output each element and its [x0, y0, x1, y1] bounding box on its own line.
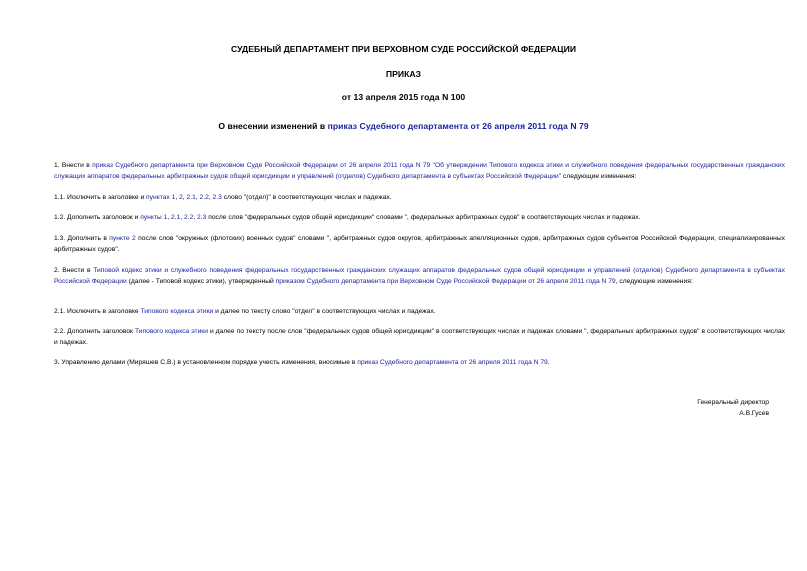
p2-text-3: , следующие изменения:	[615, 277, 693, 285]
p11-link-4[interactable]: 2.2	[199, 194, 209, 201]
header-date-number: от 13 апреля 2015 года N 100	[341, 92, 466, 102]
p11-link-2[interactable]: 2	[179, 194, 183, 201]
p12-sep-3: ,	[193, 214, 198, 221]
subject-link[interactable]: приказ Судебного департамента от 26 апреля 2011 года N 79	[327, 121, 589, 131]
p1-text-1: 1. Внести в	[54, 162, 93, 169]
header-organization: СУДЕБНЫЙ ДЕПАРТАМЕНТ ПРИ ВЕРХОВНОМ СУДЕ РОССИЙСКОЙ ФЕДЕРАЦИИ	[230, 44, 577, 54]
signature-position: Генеральный директор	[697, 399, 769, 406]
p13-link-1[interactable]: пункте 2	[109, 235, 136, 242]
p21-link-1[interactable]: Типового кодекса этики	[140, 308, 214, 315]
p11-link-1[interactable]: пунктах 1	[146, 194, 176, 201]
p21-text-1: 2.1. Исключить в заголовке	[54, 308, 141, 315]
p11-text-2: слово "(отдел)" в соответствующих числах и падежах.	[221, 194, 392, 201]
p11-sep-1: ,	[175, 194, 180, 201]
p13-text-1: 1.3. Дополнить в	[54, 235, 110, 242]
p12-text-1: 1.2. Дополнить заголовок и	[54, 214, 141, 221]
p3-link-1[interactable]: приказ Судебного департамента от 26 апреля 2011 года N 79	[357, 359, 548, 366]
p2-link-order[interactable]: приказом Судебного департамента при Верховном Суде Российской Федерации от 26 апреля 2011 года N 79	[275, 277, 616, 285]
p1-text-2: следующие изменения:	[561, 172, 637, 180]
subject-prefix: О внесении изменений в	[218, 121, 328, 131]
header-doc-type: ПРИКАЗ	[385, 69, 422, 79]
p21-text-2: и далее по тексту слово "отдел" в соответствующих числах и падежах.	[213, 308, 436, 315]
p11-sep-2: ,	[182, 194, 187, 201]
paragraph-1	[38, 161, 785, 182]
paragraph-2	[38, 266, 785, 287]
p22-link-1[interactable]: Типового кодекса этики	[134, 328, 208, 335]
p11-link-3[interactable]: 2.1	[186, 194, 196, 201]
paragraph-3	[38, 358, 785, 369]
p12-link-4[interactable]: 2.3	[197, 214, 207, 221]
signature-name: А.В.Гусев	[739, 409, 769, 417]
p12-link-3[interactable]: 2.2	[184, 214, 194, 221]
p12-sep-2: ,	[180, 214, 185, 221]
p13-text-2: после слов "окружных (флотских) военных судов" словами ", арбитражных судов округов, арбитражных апелляционных судов, арбитражных судов субъектов Российской Федерации, специализированных арбитражных судов".	[54, 235, 786, 253]
p3-text-2: .	[547, 359, 550, 366]
p11-text-1: 1.1. Исключить в заголовке и	[54, 194, 147, 201]
p3-text-1: 3. Управлению делами (Миряшев С.В.) в установленном порядке учесть изменения, вносимые в	[54, 359, 358, 366]
p11-sep-4: ,	[208, 194, 213, 201]
paragraph-2-1	[38, 307, 785, 318]
p22-text-1: 2.2. Дополнить заголовок	[54, 328, 135, 335]
p22-text-2: и далее по тексту после слов "федеральных судов общей юрисдикции" в соответствующих числах и падежах словами ", федеральных арбитражных судов" в соответствующих числах и падежах.	[54, 328, 786, 346]
p11-sep-3: ,	[195, 194, 200, 201]
paragraph-1-1	[38, 193, 785, 204]
p12-link-2[interactable]: 2.1	[171, 214, 181, 221]
p2-text-2: (далее - Типовой кодекс этики), утвержденный	[126, 277, 276, 285]
paragraph-2-2	[38, 327, 785, 348]
signature-block	[697, 398, 769, 419]
header-subject	[0, 121, 807, 131]
paragraph-1-3	[38, 234, 785, 255]
p12-text-2: после слов "федеральных судов общей юрисдикции" словами ", федеральных арбитражных судов" в соответствующих числах и падежах.	[206, 214, 641, 221]
p12-sep-1: ,	[167, 214, 172, 221]
p2-text-1: 2. Внести в	[54, 267, 94, 274]
p12-link-1[interactable]: пункты 1	[140, 214, 168, 221]
paragraph-1-2	[38, 213, 785, 224]
p2-link-code[interactable]: Типовой кодекс этики и служебного поведения федеральных государственных гражданских служащих аппаратов федеральных судов общей юрисдикции и управлений (отделов) Судебного департамента в субъектах Российской Федерации	[54, 267, 785, 285]
p11-link-5[interactable]: 2.3	[212, 194, 222, 201]
p1-link-order[interactable]: приказ Судебного департамента при Верховном Суде Российской Федерации от 26 апреля 2011 года N 79 "Об утверждении Типового кодекса этики и служебного поведения федеральных государственных гражданских служащих аппаратов федеральных арбитражных судов общей юрисдикции и управлений (отделов) Судебного департамента в субъектах Российской Федерации"	[54, 162, 785, 180]
